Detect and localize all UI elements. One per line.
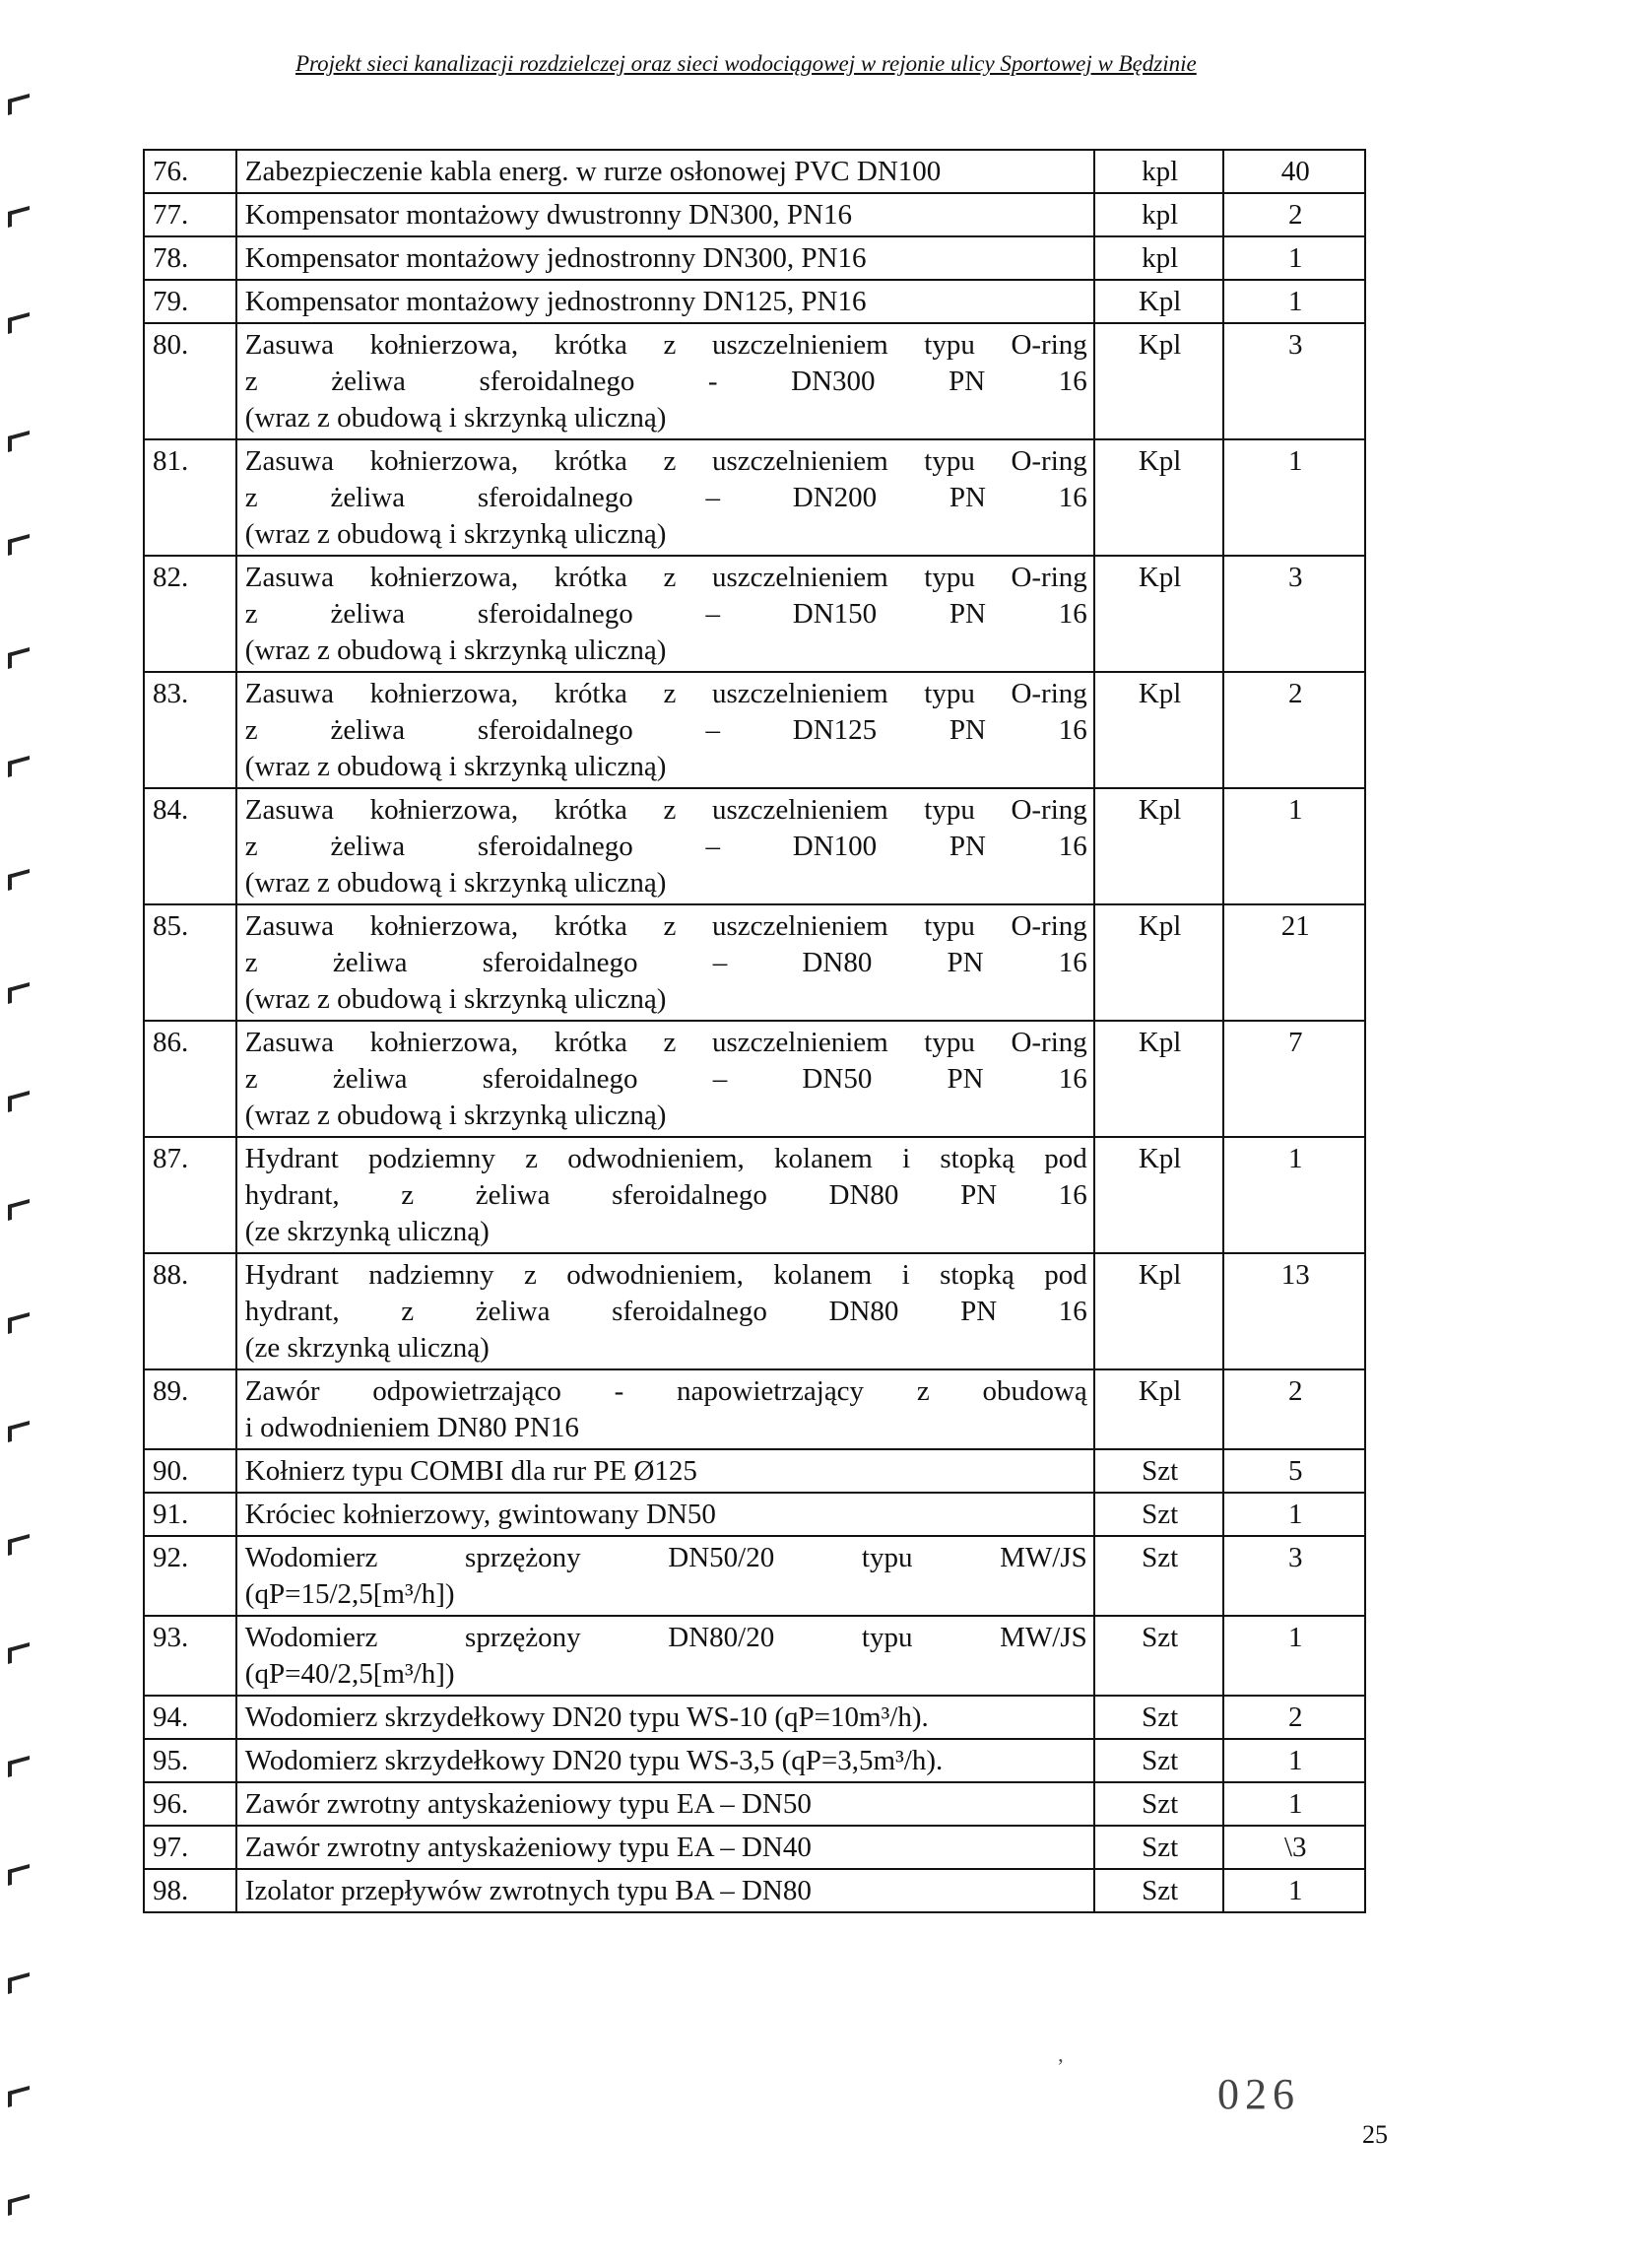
item-description: [236, 1869, 1094, 1912]
description-line: Zawór zwrotny antyskażeniowy typu EA – DN40: [244, 1832, 812, 1863]
items-table-body: [144, 150, 1365, 1912]
description-line: (wraz z obudową i skrzynką uliczną): [244, 634, 667, 666]
item-unit: kpl: [1094, 236, 1224, 280]
item-description: [236, 1782, 1094, 1826]
table-row: [144, 788, 1365, 904]
margin-mark: [8, 1864, 30, 1886]
margin-mark: [8, 1972, 30, 1994]
item-unit: Kpl: [1094, 1137, 1224, 1253]
item-unit: Szt: [1094, 1536, 1224, 1616]
item-unit: Kpl: [1094, 280, 1224, 323]
description-line: (wraz z obudową i skrzynką uliczną): [244, 983, 667, 1015]
item-quantity: 21: [1223, 904, 1365, 1021]
table-row: [144, 236, 1365, 280]
description-line: Wodomierz skrzydełkowy DN20 typu WS-3,5 (qP=3,5m³/h).: [244, 1745, 944, 1776]
table-row: [144, 1826, 1365, 1869]
margin-mark: [8, 1756, 30, 1777]
item-unit: Szt: [1094, 1739, 1224, 1782]
description-line: Kołnierz typu COMBI dla rur PE Ø125: [244, 1455, 697, 1487]
table-row: [144, 1137, 1365, 1253]
description-line: Zasuwa kołnierzowa, krótka z uszczelnieniem typu O-ring: [244, 562, 1087, 593]
row-number: 93.: [144, 1616, 236, 1696]
description-line: Zasuwa kołnierzowa, krótka z uszczelnieniem typu O-ring: [244, 910, 1087, 942]
row-number: 78.: [144, 236, 236, 280]
item-description: [236, 1369, 1094, 1449]
item-description: [236, 1696, 1094, 1739]
item-quantity: 1: [1223, 1739, 1365, 1782]
item-quantity: 1: [1223, 1616, 1365, 1696]
item-description: [236, 672, 1094, 788]
item-unit: Szt: [1094, 1696, 1224, 1739]
row-number: 77.: [144, 193, 236, 236]
item-unit: kpl: [1094, 193, 1224, 236]
table-row: [144, 556, 1365, 672]
item-quantity: 3: [1223, 1536, 1365, 1616]
item-unit: Szt: [1094, 1493, 1224, 1536]
item-unit: Kpl: [1094, 556, 1224, 672]
table-row: [144, 280, 1365, 323]
item-unit: kpl: [1094, 150, 1224, 193]
row-number: 83.: [144, 672, 236, 788]
item-unit: Kpl: [1094, 1021, 1224, 1137]
item-description: [236, 1826, 1094, 1869]
table-row: [144, 1616, 1365, 1696]
item-description: [236, 1253, 1094, 1369]
items-table: [143, 149, 1366, 1913]
item-quantity: 2: [1223, 1696, 1365, 1739]
margin-mark: [8, 1534, 30, 1556]
description-line: i odwodnieniem DN80 PN16: [244, 1412, 579, 1443]
description-line: Zasuwa kołnierzowa, krótka z uszczelnieniem typu O-ring: [244, 678, 1087, 709]
description-line: z żeliwa sferoidalnego – DN100 PN 16: [244, 831, 1087, 862]
document-header: Projekt sieci kanalizacji rozdzielczej oraz sieci wodociągowej w rejonie ulicy Sportowej w Będzinie: [295, 51, 1197, 76]
table-row: [144, 1449, 1365, 1493]
row-number: 96.: [144, 1782, 236, 1826]
description-line: Hydrant podziemny z odwodnieniem, kolanem i stopką pod: [244, 1143, 1087, 1174]
item-unit: Kpl: [1094, 1369, 1224, 1449]
row-number: 79.: [144, 280, 236, 323]
margin-mark: [8, 1642, 30, 1664]
item-quantity: 1: [1223, 1869, 1365, 1912]
table-row: [144, 1782, 1365, 1826]
item-quantity: 1: [1223, 1493, 1365, 1536]
table-row: [144, 1536, 1365, 1616]
row-number: 82.: [144, 556, 236, 672]
item-unit: Szt: [1094, 1782, 1224, 1826]
item-description: [236, 236, 1094, 280]
margin-mark: [8, 1091, 30, 1112]
description-line: Izolator przepływów zwrotnych typu BA – DN80: [244, 1875, 812, 1906]
description-line: Kompensator montażowy dwustronny DN300, PN16: [244, 199, 852, 231]
description-line: Kompensator montażowy jednostronny DN125, PN16: [244, 286, 867, 317]
description-line: Zasuwa kołnierzowa, krótka z uszczelnieniem typu O-ring: [244, 445, 1087, 477]
description-line: z żeliwa sferoidalnego – DN125 PN 16: [244, 714, 1087, 746]
item-description: [236, 556, 1094, 672]
margin-mark: [8, 982, 30, 1004]
description-line: Zasuwa kołnierzowa, krótka z uszczelnieniem typu O-ring: [244, 1027, 1087, 1058]
item-description: [236, 150, 1094, 193]
margin-mark: [8, 647, 30, 669]
item-description: [236, 439, 1094, 556]
margin-mark: [8, 1199, 30, 1221]
row-number: 87.: [144, 1137, 236, 1253]
item-unit: Kpl: [1094, 439, 1224, 556]
description-line: (ze skrzynką uliczną): [244, 1332, 490, 1364]
item-description: [236, 193, 1094, 236]
description-line: z żeliwa sferoidalnego – DN80 PN 16: [244, 947, 1087, 978]
item-quantity: 2: [1223, 672, 1365, 788]
row-number: 98.: [144, 1869, 236, 1912]
margin-mark: [8, 2194, 30, 2216]
row-number: 90.: [144, 1449, 236, 1493]
description-line: Wodomierz skrzydełkowy DN20 typu WS-10 (qP=10m³/h).: [244, 1701, 929, 1733]
item-quantity: 7: [1223, 1021, 1365, 1137]
item-description: [236, 788, 1094, 904]
description-line: (ze skrzynką uliczną): [244, 1216, 490, 1247]
item-quantity: 1: [1223, 280, 1365, 323]
description-line: (wraz z obudową i skrzynką uliczną): [244, 751, 667, 782]
item-quantity: 1: [1223, 1137, 1365, 1253]
description-line: hydrant, z żeliwa sferoidalnego DN80 PN 16: [244, 1179, 1087, 1211]
table-row: [144, 1021, 1365, 1137]
description-line: Wodomierz sprzężony DN80/20 typu MW/JS: [244, 1622, 1087, 1653]
row-number: 85.: [144, 904, 236, 1021]
description-line: (qP=40/2,5[m³/h]): [244, 1658, 455, 1690]
description-line: Króciec kołnierzowy, gwintowany DN50: [244, 1499, 716, 1530]
row-number: 81.: [144, 439, 236, 556]
table-row: [144, 1253, 1365, 1369]
row-number: 95.: [144, 1739, 236, 1782]
item-quantity: 1: [1223, 788, 1365, 904]
row-number: 84.: [144, 788, 236, 904]
table-row: [144, 1493, 1365, 1536]
margin-mark: [8, 431, 30, 452]
margin-mark: [8, 1421, 30, 1442]
item-quantity: 2: [1223, 1369, 1365, 1449]
item-unit: Kpl: [1094, 788, 1224, 904]
item-description: [236, 1021, 1094, 1137]
description-line: Wodomierz sprzężony DN50/20 typu MW/JS: [244, 1542, 1087, 1573]
table-row: [144, 1739, 1365, 1782]
item-quantity: 13: [1223, 1253, 1365, 1369]
description-line: Kompensator montażowy jednostronny DN300, PN16: [244, 242, 867, 274]
item-quantity: 1: [1223, 439, 1365, 556]
item-description: [236, 1616, 1094, 1696]
table-row: [144, 323, 1365, 439]
table-row: [144, 150, 1365, 193]
table-row: [144, 672, 1365, 788]
table-row: [144, 193, 1365, 236]
item-description: [236, 323, 1094, 439]
item-unit: Kpl: [1094, 323, 1224, 439]
margin-mark: [8, 2086, 30, 2107]
description-line: Zasuwa kołnierzowa, krótka z uszczelnieniem typu O-ring: [244, 329, 1087, 361]
description-line: (wraz z obudową i skrzynką uliczną): [244, 518, 667, 550]
item-description: [236, 280, 1094, 323]
table-row: [144, 1696, 1365, 1739]
item-quantity: 1: [1223, 236, 1365, 280]
item-unit: Szt: [1094, 1449, 1224, 1493]
item-quantity: 2: [1223, 193, 1365, 236]
table-row: [144, 439, 1365, 556]
table-row: [144, 1869, 1365, 1912]
item-description: [236, 1449, 1094, 1493]
item-quantity: \3: [1223, 1826, 1365, 1869]
item-description: [236, 1536, 1094, 1616]
description-line: (wraz z obudową i skrzynką uliczną): [244, 402, 667, 434]
item-quantity: 40: [1223, 150, 1365, 193]
description-line: Zawór zwrotny antyskażeniowy typu EA – DN50: [244, 1788, 812, 1820]
row-number: 80.: [144, 323, 236, 439]
description-line: (wraz z obudową i skrzynką uliczną): [244, 867, 667, 899]
description-line: z żeliwa sferoidalnego – DN150 PN 16: [244, 598, 1087, 630]
item-description: [236, 1493, 1094, 1536]
page-number: 25: [1362, 2120, 1388, 2149]
item-quantity: 3: [1223, 323, 1365, 439]
margin-mark: [8, 534, 30, 556]
description-line: Zabezpieczenie kabla energ. w rurze osłonowej PVC DN100: [244, 156, 942, 187]
row-number: 94.: [144, 1696, 236, 1739]
row-number: 92.: [144, 1536, 236, 1616]
item-description: [236, 1137, 1094, 1253]
table-row: [144, 904, 1365, 1021]
item-description: [236, 904, 1094, 1021]
margin-mark: [8, 1312, 30, 1334]
description-line: Hydrant nadziemny z odwodnieniem, kolanem i stopką pod: [244, 1259, 1087, 1291]
margin-mark: [8, 94, 30, 115]
item-quantity: 3: [1223, 556, 1365, 672]
item-unit: Kpl: [1094, 672, 1224, 788]
description-line: (wraz z obudową i skrzynką uliczną): [244, 1100, 667, 1131]
margin-mark: [8, 869, 30, 891]
row-number: 88.: [144, 1253, 236, 1369]
item-description: [236, 1739, 1094, 1782]
item-unit: Kpl: [1094, 1253, 1224, 1369]
description-line: hydrant, z żeliwa sferoidalnego DN80 PN 16: [244, 1296, 1087, 1327]
margin-mark: [8, 756, 30, 777]
row-number: 89.: [144, 1369, 236, 1449]
row-number: 86.: [144, 1021, 236, 1137]
description-line: Zasuwa kołnierzowa, krótka z uszczelnieniem typu O-ring: [244, 794, 1087, 826]
description-line: z żeliwa sferoidalnego – DN200 PN 16: [244, 482, 1087, 513]
description-line: z żeliwa sferoidalnego - DN300 PN 16: [244, 366, 1087, 397]
table-row: [144, 1369, 1365, 1449]
page-stamp: 026: [1217, 2070, 1300, 2118]
margin-mark: [8, 312, 30, 334]
item-unit: Szt: [1094, 1869, 1224, 1912]
row-number: 91.: [144, 1493, 236, 1536]
row-number: 97.: [144, 1826, 236, 1869]
item-unit: Kpl: [1094, 904, 1224, 1021]
item-unit: Szt: [1094, 1826, 1224, 1869]
item-quantity: 1: [1223, 1782, 1365, 1826]
margin-mark: [8, 206, 30, 228]
description-line: (qP=15/2,5[m³/h]): [244, 1578, 455, 1610]
row-number: 76.: [144, 150, 236, 193]
description-line: z żeliwa sferoidalnego – DN50 PN 16: [244, 1063, 1087, 1095]
item-quantity: 5: [1223, 1449, 1365, 1493]
description-line: Zawór odpowietrzająco - napowietrzający z obudową: [244, 1375, 1087, 1407]
scan-tick: ʼ: [1057, 2054, 1065, 2079]
item-unit: Szt: [1094, 1616, 1224, 1696]
